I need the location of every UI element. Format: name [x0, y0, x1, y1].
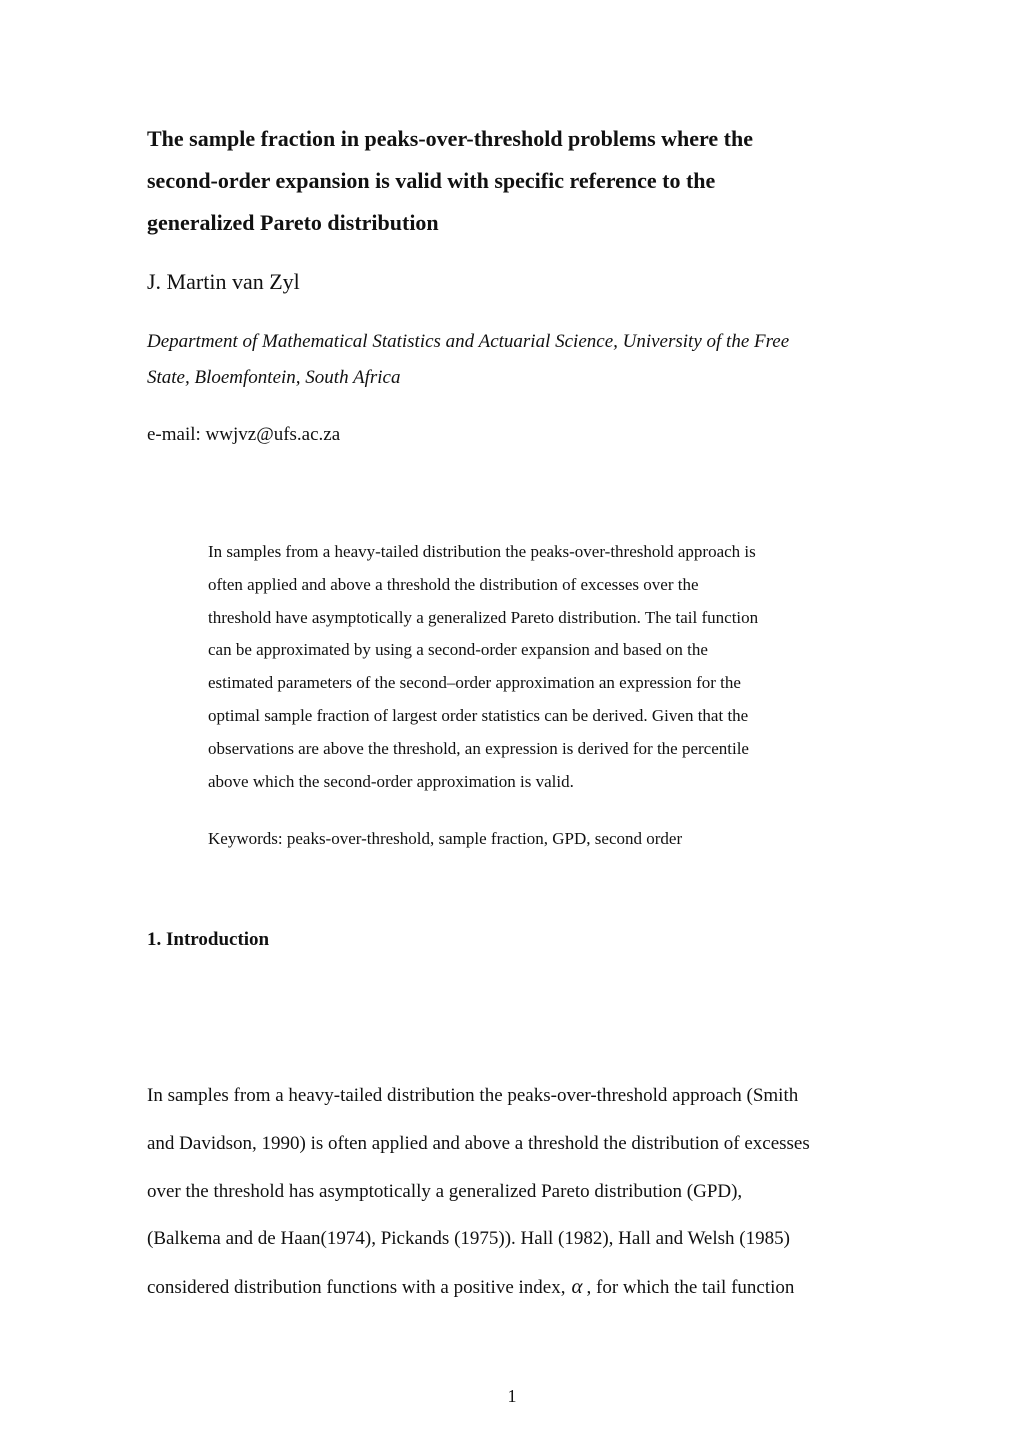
title-line: The sample fraction in peaks-over-threshold problems where the	[147, 126, 753, 151]
title-line: generalized Pareto distribution	[147, 210, 439, 235]
abstract-line: In samples from a heavy-tailed distribution the peaks-over-threshold approach is	[208, 542, 756, 561]
paragraph-line: and Davidson, 1990) is often applied and above a threshold the distribution of excesses	[147, 1132, 810, 1154]
abstract-line: estimated parameters of the second–order approximation an expression for the	[208, 673, 741, 693]
abstract-line: can be approximated by using a second-order expansion and based on the	[208, 640, 708, 660]
paragraph-line: (Balkema and de Haan(1974), Pickands (1975)). Hall (1982), Hall and Welsh (1985)	[147, 1228, 790, 1250]
abstract-line: threshold have asymptotically a generalized Pareto distribution. The tail function	[208, 607, 759, 627]
author-affiliation	[147, 324, 887, 396]
section-heading-introduction: 1. Introduction	[147, 929, 270, 950]
paper-title	[147, 118, 877, 244]
paragraph-line: over the threshold has asymptotically a generalized Pareto distribution (GPD),	[147, 1180, 743, 1202]
alpha-symbol: α	[571, 1274, 583, 1299]
keywords: Keywords: peaks-over-threshold, sample fraction, GPD, second order	[208, 829, 683, 848]
author-email: e-mail: wwjvz@ufs.ac.za	[147, 424, 341, 445]
abstract-line: observations are above the threshold, an expression is derived for the percentile	[208, 738, 749, 758]
paragraph-line: In samples from a heavy-tailed distribution the peaks-over-threshold approach (Smith	[147, 1085, 799, 1106]
author-name: J. Martin van Zyl	[147, 269, 300, 294]
abstract-line: above which the second-order approximation is valid.	[208, 771, 574, 791]
abstract-line: optimal sample fraction of largest order statistics can be derived. Given that the	[208, 705, 749, 725]
title-line: second-order expansion is valid with specific reference to the	[147, 168, 716, 193]
paragraph-line	[147, 1263, 887, 1312]
abstract-line: often applied and above a threshold the distribution of excesses over the	[208, 574, 699, 594]
introduction-paragraph	[147, 1072, 887, 1312]
line-text: considered distribution functions with a positive index,	[147, 1277, 566, 1299]
page-number: 1	[507, 1386, 517, 1406]
affiliation-line: Department of Mathematical Statistics and Actuarial Science, University of the Free	[147, 331, 790, 352]
line-text: , for which the tail function	[586, 1277, 795, 1299]
affiliation-line: State, Bloemfontein, South Africa	[147, 367, 401, 388]
abstract	[208, 536, 848, 798]
